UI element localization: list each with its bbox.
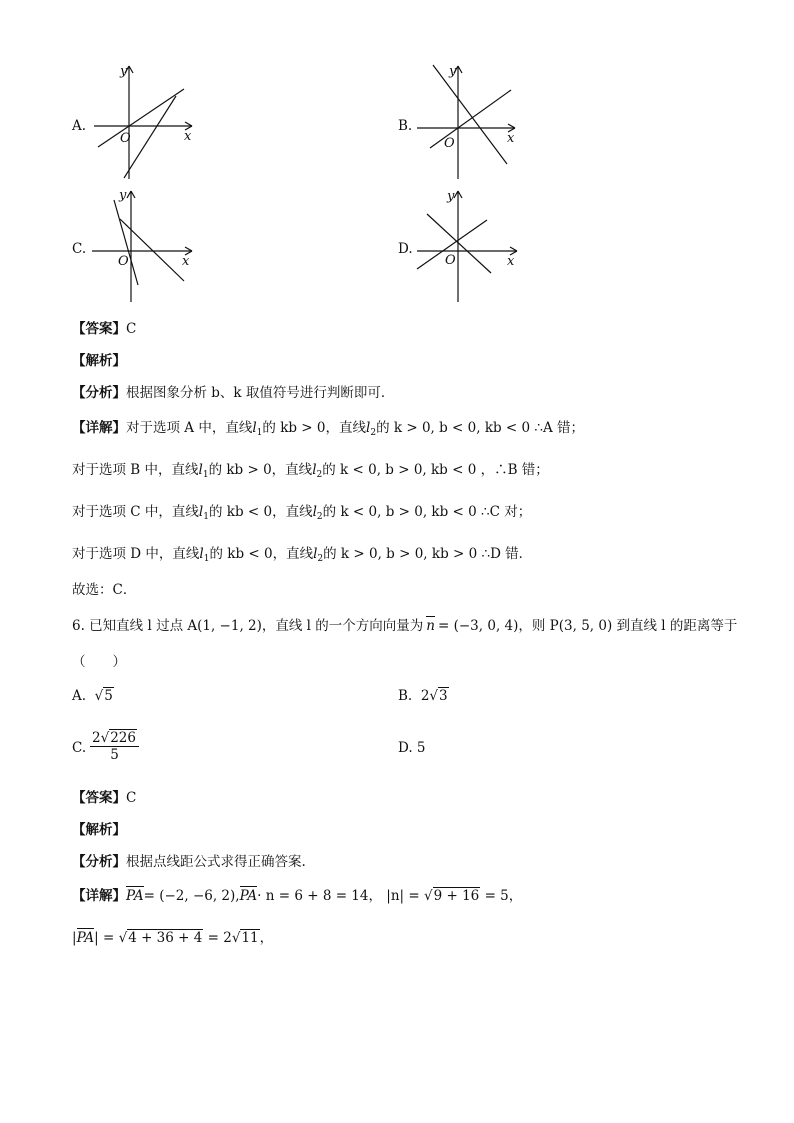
q6-option-a-radicand: 5 (104, 688, 113, 704)
graph-d-x-label: x (507, 254, 515, 269)
graph-d (415, 185, 525, 305)
q6-detail-pa-root: 11 (241, 930, 259, 946)
line-l1: l (198, 462, 203, 478)
detail-d-opt: 对于选项 D 中，直线 (72, 546, 200, 562)
q6-option-c-fraction (90, 730, 139, 763)
detail-d-mid2: 的 k > 0, b > 0, kb > 0 ∴D 错． (323, 546, 533, 562)
graph-c-x-label: x (182, 254, 190, 269)
line-l1-sub: 1 (256, 428, 263, 438)
line-l1: l (198, 504, 204, 520)
detail-b-mid1: 的 kb > 0，直线 (208, 462, 313, 478)
line-l2-sub: 2 (316, 512, 323, 522)
q6-fenxi (72, 850, 306, 870)
detail-tag: 【详解】 (72, 420, 126, 436)
detail-c-mid1: 的 kb < 0，直线 (208, 504, 313, 520)
q6-option-b-coef: 2 (420, 688, 430, 704)
q6-option-a-label: A. (72, 688, 87, 704)
line-l1-sub: 1 (203, 554, 210, 564)
fenxi-tag: 【分析】 (72, 385, 126, 401)
q6-answer (72, 786, 136, 806)
q6-detail-pa-equals: = 2 (207, 930, 232, 946)
graph-a-origin-label: O (120, 131, 131, 146)
q6-detail-n-result: = 5， (484, 888, 523, 904)
answer-value: C (126, 790, 137, 806)
graph-a (90, 60, 200, 185)
q5-detail-line-c (72, 500, 531, 522)
graph-c (90, 185, 200, 305)
q6-option-b-radicand: 3 (439, 688, 448, 704)
q6-option-d: D. 5 (398, 740, 426, 756)
graph-c-y-label: y (119, 188, 127, 203)
q6-detail-pa-end: ， (259, 930, 274, 946)
q6-detail-n-norm: |n| = (386, 888, 420, 904)
detail-a-mid2: 的 k > 0, b < 0, kb < 0 ∴A 错； (376, 420, 585, 436)
q6-detail-line-1: 【详解】PA= (−2, −6, 2),PA· n = 6 + 8 = 14， |n| = √9 + 16 = 5， (72, 888, 523, 904)
q6-option-b-label: B. (398, 688, 413, 704)
q6-option-c-radicand: 226 (110, 730, 136, 746)
q6-stem-b: = (−3, 0, 4)，则 P(3, 5, 0) 到直线 l 的距离等于 (438, 618, 738, 634)
fenxi-tag: 【分析】 (72, 854, 126, 870)
detail-c-mid2: 的 k < 0, b > 0, kb < 0 ∴C 对； (322, 504, 532, 520)
q6-option-c-numerator: 2√226 (90, 730, 139, 747)
graph-d-origin-label: O (445, 253, 456, 268)
answer-value: C (126, 321, 137, 337)
line-l2: l (366, 420, 371, 436)
q5-detail-line-d (72, 542, 532, 564)
detail-a-mid1: 的 kb > 0，直线 (262, 420, 367, 436)
q5-conclusion: 故选：C． (72, 582, 137, 598)
q6-option-c-coef: 2 (92, 730, 101, 746)
line-l2-sub: 2 (370, 428, 377, 438)
q5-answer (72, 317, 136, 337)
option-b-label: B. (398, 118, 413, 134)
graph-b-y-label: y (449, 64, 457, 79)
graph-a-y-label: y (120, 64, 128, 79)
q6-option-b: B. 2√3 (398, 688, 448, 704)
q6-detail-pa-radicand: 4 + 36 + 4 (128, 930, 203, 946)
line-l1: l (199, 546, 204, 562)
q6-stem-a: 6. 已知直线 l 过点 A(1, −1, 2)，直线 l 的一个方向向量为 (72, 618, 424, 634)
vector-pa: PA (126, 888, 144, 904)
vector-n: n (426, 618, 435, 634)
fenxi-text: 根据图象分析 b、k 取值符号进行判断即可． (126, 385, 395, 401)
q6-option-c-denominator: 5 (110, 747, 119, 763)
q6-analysis-tag: 【解析】 (72, 822, 126, 838)
q6-detail-dot: · n = 6 + 8 = 14， (257, 888, 382, 904)
graph-b-origin-label: O (444, 136, 455, 151)
line-l2-sub: 2 (316, 470, 323, 480)
q5-analysis-tag: 【解析】 (72, 353, 126, 369)
line-l1: l (252, 420, 257, 436)
graph-c-origin-label: O (118, 254, 129, 269)
answer-tag: 【答案】 (72, 321, 126, 337)
detail-b-mid2: 的 k < 0, b > 0, kb < 0 ，∴B 错； (322, 462, 549, 478)
q6-paren: （ ） (72, 654, 126, 670)
q5-fenxi (72, 381, 394, 401)
graph-a-x-label: x (184, 129, 192, 144)
detail-tag: 【详解】 (72, 888, 126, 904)
option-a-label: A. (72, 118, 87, 134)
q5-detail-line-b (72, 458, 549, 480)
line-l2-sub: 2 (317, 554, 324, 564)
q6-option-c-label: C. (72, 740, 87, 756)
detail-d-mid1: 的 kb < 0，直线 (209, 546, 314, 562)
detail-a-opt: 对于选项 A 中，直线 (126, 420, 253, 436)
graph-b-x-label: x (507, 131, 515, 146)
answer-tag: 【答案】 (72, 790, 126, 806)
option-d-label: D. (398, 241, 413, 257)
q6-detail-line-2: |PA| = √4 + 36 + 4 = 2√11， (72, 930, 274, 946)
line-l2: l (313, 546, 318, 562)
q6-detail-n-radicand: 9 + 16 (433, 888, 480, 904)
q6-stem (72, 614, 737, 634)
vector-pa: PA (76, 930, 95, 946)
line-l1-sub: 1 (202, 470, 209, 480)
q6-option-a: A. √5 (72, 688, 113, 704)
line-l2: l (312, 504, 317, 520)
vector-pa: PA (239, 888, 258, 904)
q5-detail-line-a (72, 416, 584, 438)
detail-c-opt: 对于选项 C 中，直线 (72, 504, 199, 520)
graph-b (415, 60, 525, 185)
option-c-label: C. (72, 241, 87, 257)
fenxi-text: 根据点线距公式求得正确答案. (126, 854, 306, 870)
line-l1-sub: 1 (203, 512, 209, 522)
q6-detail-pa-value: = (−2, −6, 2), (143, 888, 240, 904)
detail-b-opt: 对于选项 B 中，直线 (72, 462, 199, 478)
graph-d-y-label: y (447, 189, 455, 204)
line-l2: l (312, 462, 317, 478)
